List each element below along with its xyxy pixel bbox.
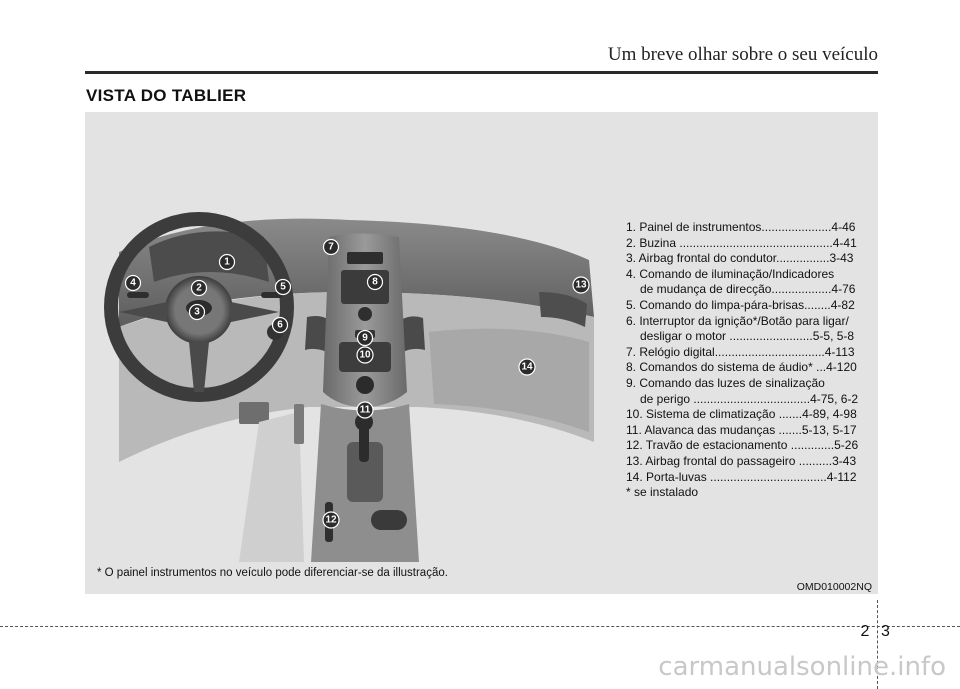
header-rule [85, 71, 878, 74]
svg-text:14: 14 [521, 361, 533, 373]
svg-text:4: 4 [130, 277, 136, 289]
callout-6 [273, 318, 288, 333]
svg-text:10: 10 [359, 349, 371, 361]
footer-dash-line [0, 626, 960, 627]
illustration-footnote: * O painel instrumentos no veículo pode diferenciar-se da illustração. [97, 567, 448, 579]
parts-list-item: 7. Relógio digital.................................4-113 [626, 344, 855, 359]
image-code: OMD010002NQ [796, 581, 872, 593]
parts-list-item: 12. Travão de estacionamento .............5-26 [626, 438, 859, 453]
parts-list-item: 8. Comandos do sistema de áudio* ...4-120 [626, 360, 857, 375]
audio-knob [358, 307, 372, 321]
page-numbers [857, 623, 893, 641]
callout-12 [323, 512, 339, 528]
svg-text:9: 9 [362, 332, 368, 344]
parts-list-item: 3. Airbag frontal do condutor................3-43 [626, 251, 854, 266]
parts-list-item: 2. Buzina ..............................................4-41 [626, 235, 857, 250]
parts-list-item: 1. Painel de instrumentos.....................4-46 [626, 220, 856, 234]
callout-13 [573, 277, 589, 293]
callout-4 [126, 276, 141, 291]
parts-list-item-continuation: desligar o motor .........................5-5, 5-8 [640, 329, 855, 344]
callout-2 [192, 281, 207, 296]
callout-9 [358, 331, 373, 346]
callout-11 [357, 402, 373, 418]
callout-5 [276, 280, 291, 295]
cup-holder [371, 510, 407, 530]
svg-text:11: 11 [359, 404, 371, 416]
parts-list-item: 6. Interruptor da ignição*/Botão para ligar/ [626, 313, 849, 328]
watermark: carmanualsonline.info [658, 652, 946, 682]
dashboard-illustration [89, 142, 607, 562]
parts-list-item: 14. Porta-luvas ...................................4-112 [626, 469, 857, 484]
audio-unit [341, 270, 389, 304]
installed-note: * se instalado [626, 485, 699, 500]
page-number: 3 [881, 623, 890, 640]
svg-text:5: 5 [280, 281, 286, 293]
callout-1 [220, 255, 235, 270]
svg-text:6: 6 [277, 319, 283, 331]
parts-list [626, 220, 876, 501]
parts-list-item: 4. Comando de iluminação/Indicadores [626, 266, 835, 281]
parts-list-item: 11. Alavanca das mudanças .......5-13, 5-17 [626, 422, 857, 437]
parts-list-item: 13. Airbag frontal do passageiro ..........3-43 [626, 453, 857, 468]
parts-list-item: 5. Comando do limpa-pára-brisas........4-82 [626, 297, 855, 312]
svg-text:7: 7 [328, 241, 334, 253]
callout-8 [368, 275, 383, 290]
svg-text:2: 2 [196, 282, 202, 294]
chapter-number: 2 [860, 623, 870, 640]
accelerator-pedal [294, 404, 304, 444]
callout-3 [190, 305, 205, 320]
callout-14 [519, 359, 535, 375]
climate-knob [356, 376, 374, 394]
parts-list-item-continuation: de perigo ...................................4-75, 6-2 [640, 391, 859, 406]
svg-text:1: 1 [224, 256, 230, 268]
section-title: VISTA DO TABLIER [86, 86, 247, 105]
header-title: Um breve olhar sobre o seu veículo [607, 44, 878, 65]
svg-text:12: 12 [325, 514, 337, 526]
lighting-stalk [127, 292, 149, 298]
svg-text:13: 13 [575, 279, 587, 291]
parts-list-item: 9. Comando das luzes de sinalização [626, 375, 825, 390]
figure-panel [85, 112, 878, 594]
parts-list-item-continuation: de mudança de direcção..................4-76 [640, 282, 856, 297]
callout-7 [324, 240, 339, 255]
callout-10 [357, 347, 373, 363]
svg-text:8: 8 [372, 276, 378, 288]
svg-text:3: 3 [194, 306, 200, 318]
clock-display [347, 252, 383, 264]
parts-list-item: 10. Sistema de climatização .......4-89, 4-98 [626, 407, 857, 422]
